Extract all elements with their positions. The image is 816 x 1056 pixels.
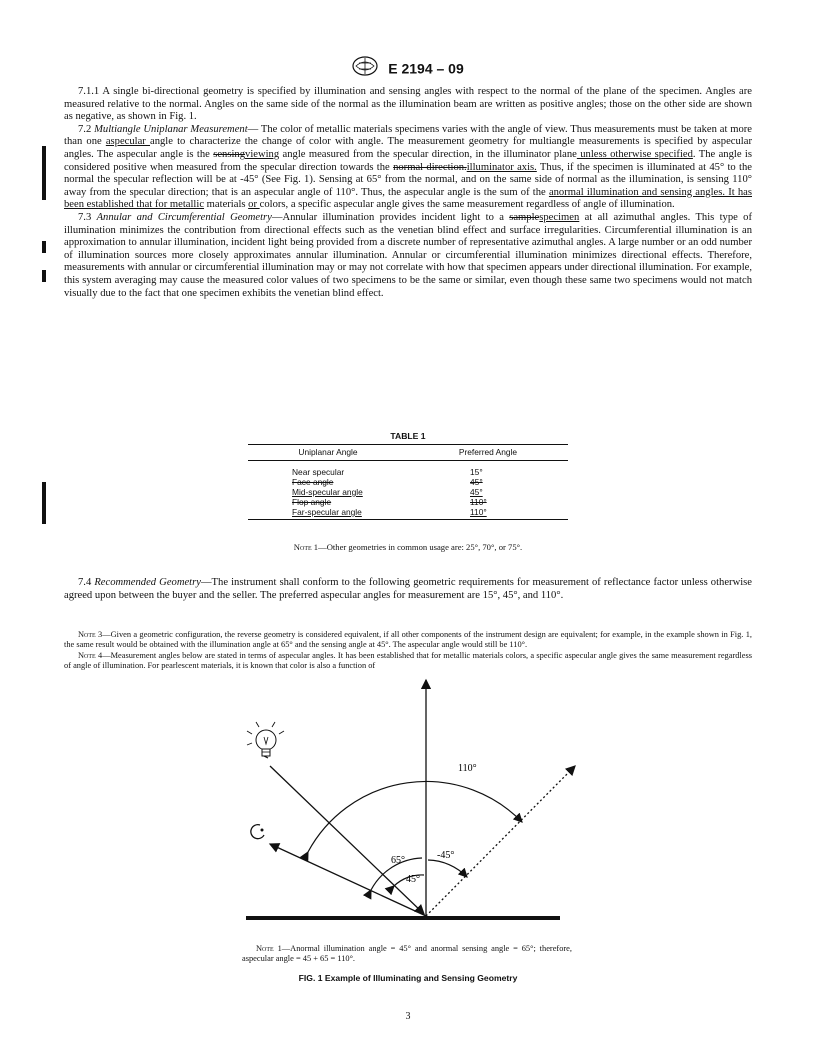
table-1 [248,431,568,520]
page-number: 3 [405,1011,411,1022]
note-4: Note 4—Measurement angles below are stated in terms of aspecular angles. It has been established that for metallic materials colors, a specific aspecular angle gives the same measurement regardless of angle of illumination. For pearlescent materials, it is known that color is also a function of [64,650,752,671]
preferred-angle-cell: 110° [408,507,568,520]
table-row [248,497,568,507]
table-header-uniplanar: Uniplanar Angle [248,445,408,461]
astm-logo-icon [352,56,378,81]
table-grid [248,444,568,520]
page-header [0,56,816,81]
label-minus45: -45° [437,850,455,861]
figure-caption: FIG. 1 Example of Illuminating and Sensing Geometry [298,973,518,983]
uniplanar-angle-cell: Flop angle [292,497,332,507]
table-row [248,507,568,520]
change-bar [42,270,46,282]
arc-110 [308,781,522,852]
preferred-angle-cell: 15° [470,467,483,477]
change-bar [42,482,46,524]
change-bar [42,146,46,200]
uniplanar-angle-cell: Face angle [292,477,334,487]
specular-ray [426,766,575,916]
change-bar [42,241,46,253]
notes-block [64,630,752,672]
paragraph-7-1-1: 7.1.1 A single bi-directional geometry is specified by illumination and sensing angles with respect to the normal of the plane of the specimen. Angles are measured relative to the normal. Angles on the same side of the normal as the illumination beam are written as positive angles; those on the other side are shown as negative, as shown in Fig. 1. [64,86,752,123]
table-note: Note 1—Other geometries in common usage are: 25°, 70°, or 75°. [293,542,523,552]
table-row [248,461,568,478]
table-row [248,487,568,497]
eye-icon [251,825,264,839]
lightbulb-icon [247,722,284,758]
label-65: 65° [391,855,405,866]
illumination-ray [270,766,424,914]
paragraph-7-2: 7.2 Multiangle Uniplanar Measurement— The color of metallic materials specimens varies with the angle of view. Thus measurements must be taken at more than one aspecular angle to characterize the change of color with angle. The measurement geometry for multiangle measurements is specified by aspecular angles. The aspecular angle is the sensingviewing angle measured from the specular direction, in the illuminator plane unless otherwise specified. The angle is considered positive when measured from the specular direction towards the normal direction.illuminator axis. Thus, if the specimen is illuminated at 45° to the normal the specular reflection will be at -45° (See Fig. 1). Sensing at 65° from the normal, and on the same side of normal as the illumination, is sensing 110° away from the specular direction; that is an aspecular angle of 110°. Thus, the aspecular angle is the sum of the anormal illumination and sensing angles. It has been established that for metallic materials or colors, a specific aspecular angle gives the same measurement regardless of angle of illumination. [64,123,752,211]
figure-1-diagram [230,668,580,927]
paragraph-7-4: 7.4 Recommended Geometry—The instrument shall conform to the following geometric requirements for measurement of reflectance factor unless otherwise agreed upon between the buyer and the seller. The preferred aspecular angles for measurement are 15°, 45°, and 110°. [64,577,752,601]
uniplanar-angle-cell: Near specular [292,467,345,477]
label-110: 110° [458,763,477,774]
table-header-preferred: Preferred Angle [408,445,568,461]
uniplanar-angle-cell: Far-specular angle [248,507,408,520]
uniplanar-angle-cell: Mid-specular angle [292,487,363,497]
arc-minus45 [428,860,467,877]
preferred-angle-cell: 45° [470,487,483,497]
preferred-angle-cell: 110° [470,497,487,507]
paragraph-7-3: 7.3 Annular and Circumferential Geometry—Annular illumination provides incident light to a samplespecimen at all azimuthal angles. This type of illumination minimizes the contribution from directional effects such as the venetian blind effect and surface irregularities. Circumferential illumination is an approximation to annular illumination, incident light being provided from a discrete number of representative azimuthal angles. A large number or an odd number of illumination sources more closely approximates annular illumination. Annular or circumferential illumination minimizes directional effects. Therefore, measurements with annular or circumferential illumination may or may not correlate with how that specimen appears under directional illumination. For example, this system averaging may cause the measured color values of two specimens to be the same or similar, even though these same two specimens would not match visually due to the fact that one specimen exhibits the venetian blind effect. [64,211,752,299]
table-row [248,477,568,487]
figure-note: Note 1—Anormal illumination angle = 45° and anormal sensing angle = 65°; therefore, aspecular angle = 45 + 65 = 110°. [242,944,572,964]
note-3: Note 3—Given a geometric configuration, the reverse geometry is considered equivalent, if all other components of the instrument design are equivalent; for example, in the example shown in Fig. 1, the same result would be obtained with the illumination angle at 65° and the sensing angle at 45°. The aspecular angle would still be 110°. [64,630,752,650]
section-7-body [64,86,752,300]
designation: E 2194 – 09 [388,60,464,77]
table-title: TABLE 1 [390,431,426,441]
preferred-angle-cell: 45° [470,477,483,487]
label-45: 45° [406,874,420,885]
